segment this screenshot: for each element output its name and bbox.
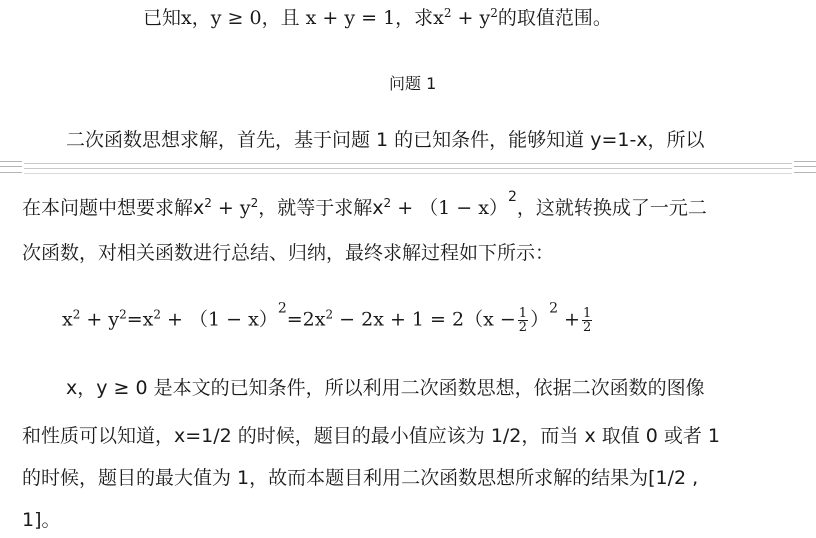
fraction-numerator: 1 — [518, 306, 528, 321]
eq-term: + — [558, 308, 580, 331]
math-segment: + y — [211, 197, 251, 219]
para1-line2 — [22, 189, 707, 220]
eq-term: + （1 − x） — [161, 308, 278, 331]
var-x: x — [181, 7, 192, 29]
exponent: 2 — [490, 6, 498, 20]
eq-term: x — [62, 308, 73, 331]
text-segment: 在本问题中想要求解x — [22, 197, 205, 219]
fraction-denominator: 2 — [518, 320, 528, 335]
exponent: 2 — [325, 307, 334, 322]
var-y: y — [210, 7, 222, 29]
exponent: 2 — [72, 307, 81, 322]
ask-suffix: 的取值范围。 — [497, 7, 612, 29]
problem-statement — [143, 6, 612, 30]
fraction-numerator: 1 — [582, 306, 592, 321]
fraction-one-half — [518, 307, 528, 334]
eq-term: + y — [80, 308, 120, 331]
page-break-marker-right — [794, 161, 816, 173]
fraction-one-half — [582, 307, 592, 334]
para2-line2: 和性质可以知道，x=1/2 的时候，题目的最小值应该为 1/2，而当 x 取值 0 或者 1 — [22, 425, 721, 447]
exponent: 2 — [153, 307, 162, 322]
page-break-rule — [24, 163, 792, 164]
para1-line3: 次函数，对相关函数进行总结、归纳，最终求解过程如下所示： — [22, 242, 555, 264]
sum-condition: 且 x + y = 1， — [280, 7, 415, 29]
exponent: 2 — [250, 196, 259, 210]
exponent: 2 — [204, 196, 212, 210]
comma: ， — [191, 7, 211, 29]
exponent: 2 — [119, 307, 127, 322]
exponent: 2 — [549, 300, 558, 317]
exponent: 2 — [507, 189, 517, 205]
eq-term: =x — [126, 308, 154, 331]
geq-condition: ≥ 0， — [221, 7, 281, 29]
problem-prefix: 已知 — [143, 7, 182, 29]
plus-y: + y — [451, 7, 491, 29]
para2-line4: 1]。 — [22, 509, 61, 531]
page-break-rule — [24, 168, 792, 169]
section-title: 问题 1 — [389, 74, 437, 93]
text-segment: ，这就转换成了一元二 — [516, 197, 707, 219]
page-break — [0, 160, 816, 174]
math-segment: + （1 − x） — [391, 197, 508, 219]
exponent: 2 — [383, 196, 392, 210]
fraction-denominator: 2 — [582, 320, 592, 335]
derivation-equation — [62, 300, 594, 335]
para2-line1: x，y ≥ 0 是本文的已知条件，所以利用二次函数思想，依据二次函数的图像 — [66, 377, 705, 399]
text-segment: ，就等于求解x — [258, 197, 384, 219]
page-break-rule — [24, 173, 792, 174]
para1-line1: 二次函数思想求解，首先，基于问题 1 的已知条件，能够知道 y=1-x，所以 — [66, 129, 705, 151]
exponent: 2 — [277, 300, 287, 317]
eq-term: =2x — [286, 308, 326, 331]
exponent: 2 — [443, 6, 452, 20]
para2-line3: 的时候，题目的最大值为 1，故而本题目利用二次函数思想所求解的结果为[1/2 , — [22, 467, 699, 489]
page-break-marker-left — [0, 161, 22, 173]
eq-term: − 2x + 1 = 2（x − — [333, 308, 516, 331]
eq-term: ） — [530, 308, 550, 331]
ask-prefix: 求x — [414, 7, 444, 29]
